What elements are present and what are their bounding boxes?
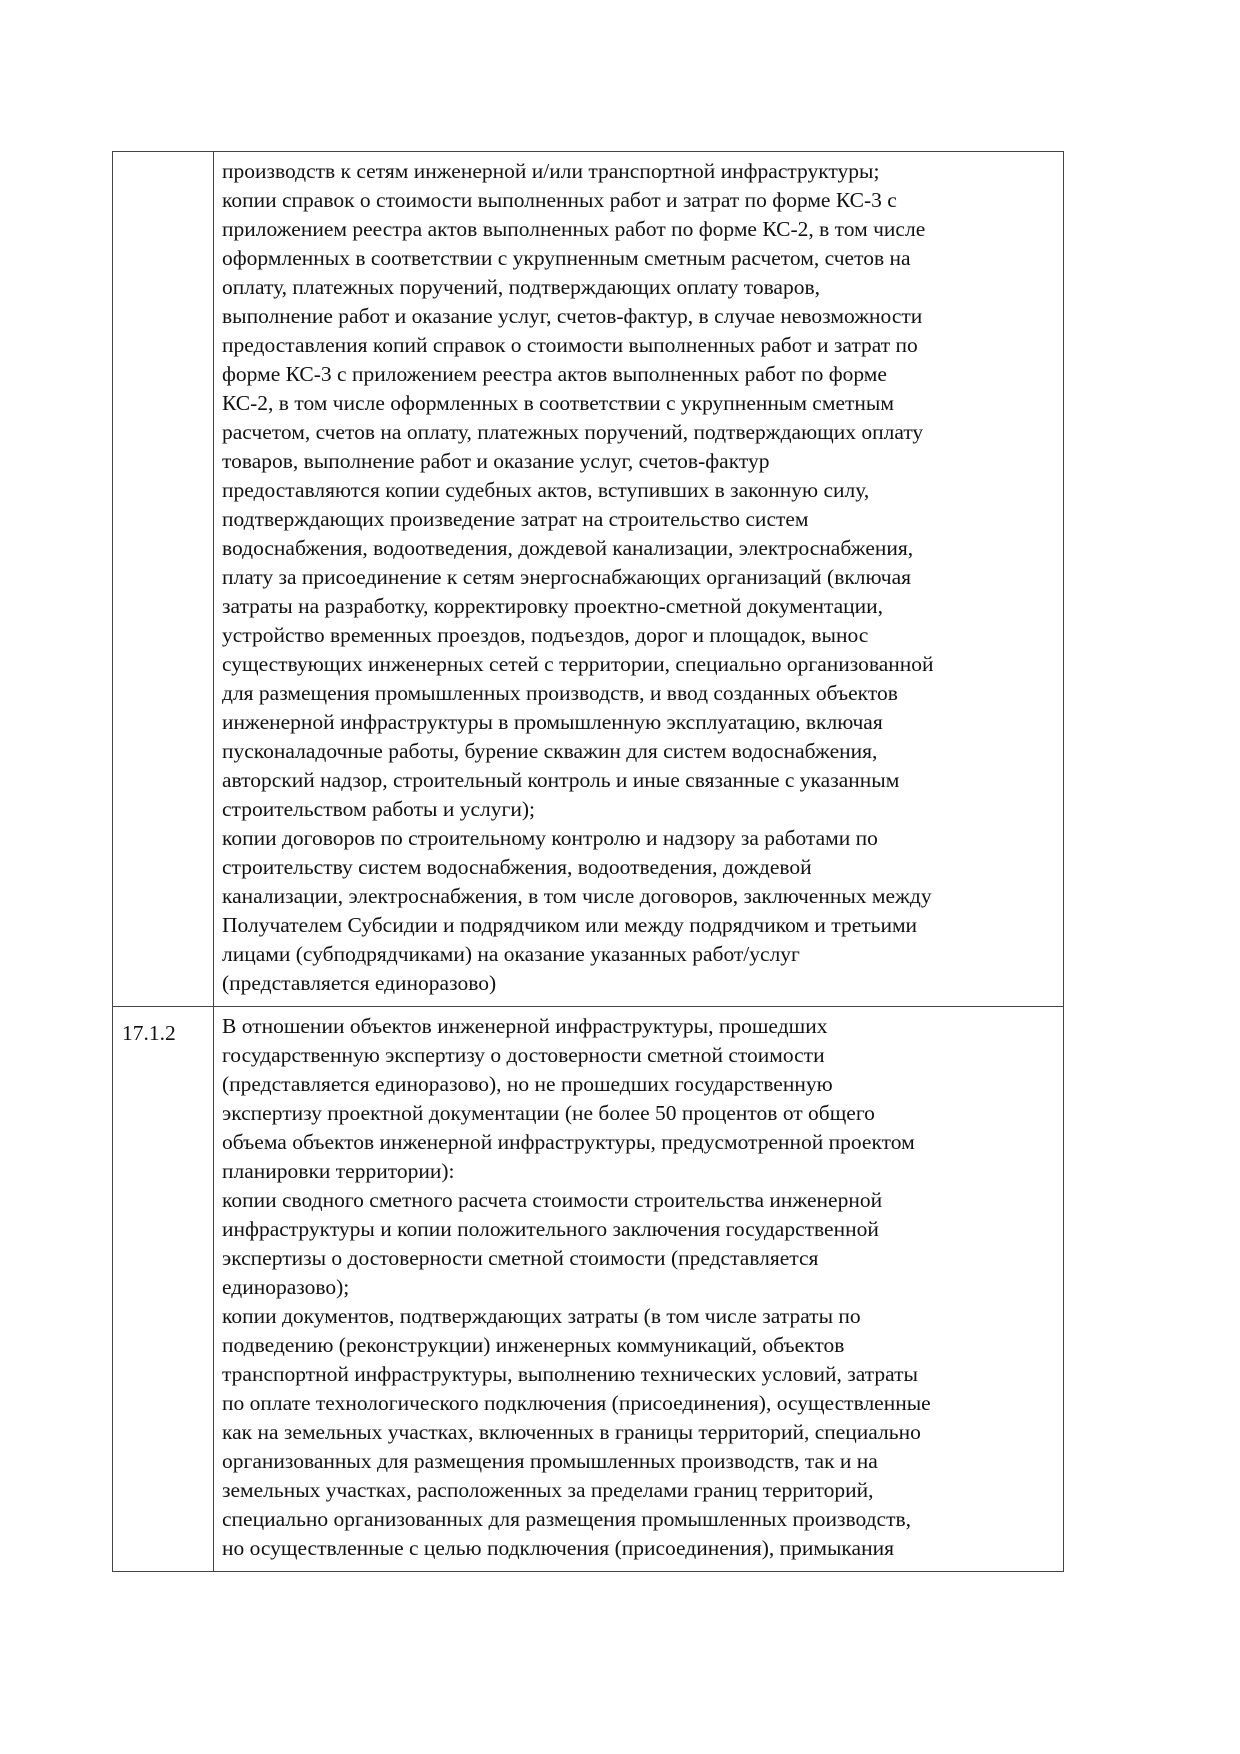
text-line: приложением реестра актов выполненных работ по форме КС-2, в том числе [222,217,926,241]
text-line: для размещения промышленных производств, и ввод созданных объектов [222,681,898,705]
text-line: специально организованных для размещения промышленных производств, [222,1507,912,1531]
document-table [112,151,1064,1572]
text-line: оплату, платежных поручений, подтверждающих оплату товаров, [222,275,821,299]
text-line: планировки территории): [222,1159,455,1183]
text-line: устройство временных проездов, подъездов, дорог и площадок, вынос [222,623,869,647]
row-text [214,1007,1063,1571]
text-line: КС-2, в том числе оформленных в соответствии с укрупненным сметным [222,391,894,415]
text-line: копии документов, подтверждающих затраты (в том числе затраты по [222,1304,861,1328]
text-line: копии договоров по строительному контролю и надзору за работами по [222,826,878,850]
text-line: Получателем Субсидии и подрядчиком или между подрядчиком и третьими [222,913,918,937]
text-line: авторский надзор, строительный контроль и иные связанные с указанным [222,768,900,792]
text-line: организованных для размещения промышленных производств, так и на [222,1449,878,1473]
text-line: В отношении объектов инженерной инфраструктуры, прошедших [222,1014,828,1038]
text-line: инфраструктуры и копии положительного заключения государственной [222,1217,879,1241]
row-number [113,152,214,1006]
text-line: подведению (реконструкции) инженерных коммуникаций, объектов [222,1333,845,1357]
text-line: строительству систем водоснабжения, водоотведения, дождевой [222,855,812,879]
text-line: экспертизы о достоверности сметной стоимости (представляется [222,1246,819,1270]
text-line: затраты на разработку, корректировку проектно-сметной документации, [222,594,884,618]
text-line: государственную экспертизу о достоверности сметной стоимости [222,1043,825,1067]
text-line: экспертизу проектной документации (не более 50 процентов от общего [222,1101,875,1125]
row-number: 17.1.2 [113,1007,214,1571]
text-line: земельных участках, расположенных за пределами границ территорий, [222,1478,874,1502]
text-line: водоснабжения, водоотведения, дождевой канализации, электроснабжения, [222,536,914,560]
text-line: оформленных в соответствии с укрупненным сметным расчетом, счетов на [222,246,911,270]
text-line: выполнение работ и оказание услуг, счетов-фактур, в случае невозможности [222,304,923,328]
text-line: но осуществленные с целью подключения (присоединения), примыкания [222,1536,894,1560]
text-line: инженерной инфраструктуры в промышленную эксплуатацию, включая [222,710,883,734]
text-line: канализации, электроснабжения, в том числе договоров, заключенных между [222,884,932,908]
table-row [113,152,1063,1006]
text-line: строительством работы и услуги); [222,797,535,821]
text-line: как на земельных участках, включенных в границы территорий, специально [222,1420,921,1444]
text-line: предоставления копий справок о стоимости выполненных работ и затрат по [222,333,918,357]
text-line: товаров, выполнение работ и оказание услуг, счетов-фактур [222,449,770,473]
text-line: производств к сетям инженерной и/или транспортной инфраструктуры; [222,159,880,183]
text-line: предоставляются копии судебных актов, вступивших в законную силу, [222,478,870,502]
row-text [214,152,1063,1006]
text-line: единоразово); [222,1275,350,1299]
text-line: (представляется единоразово), но не прошедших государственную [222,1072,833,1096]
text-line: форме КС-3 с приложением реестра актов выполненных работ по форме [222,362,887,386]
text-line: подтверждающих произведение затрат на строительство систем [222,507,809,531]
text-line: по оплате технологического подключения (присоединения), осуществленные [222,1391,931,1415]
text-line: объема объектов инженерной инфраструктуры, предусмотренной проектом [222,1130,915,1154]
text-line: существующих инженерных сетей с территории, специально организованной [222,652,934,676]
table-row [113,1006,1063,1571]
text-line: плату за присоединение к сетям энергоснабжающих организаций (включая [222,565,912,589]
text-line: расчетом, счетов на оплату, платежных поручений, подтверждающих оплату [222,420,924,444]
text-line: лицами (субподрядчиками) на оказание указанных работ/услуг [222,942,800,966]
text-line: транспортной инфраструктуры, выполнению технических условий, затраты [222,1362,918,1386]
text-line: копии сводного сметного расчета стоимости строительства инженерной [222,1188,883,1212]
text-line: копии справок о стоимости выполненных работ и затрат по форме КС-3 с [222,188,897,212]
text-line: пусконаладочные работы, бурение скважин для систем водоснабжения, [222,739,878,763]
text-line: (представляется единоразово) [222,971,497,995]
